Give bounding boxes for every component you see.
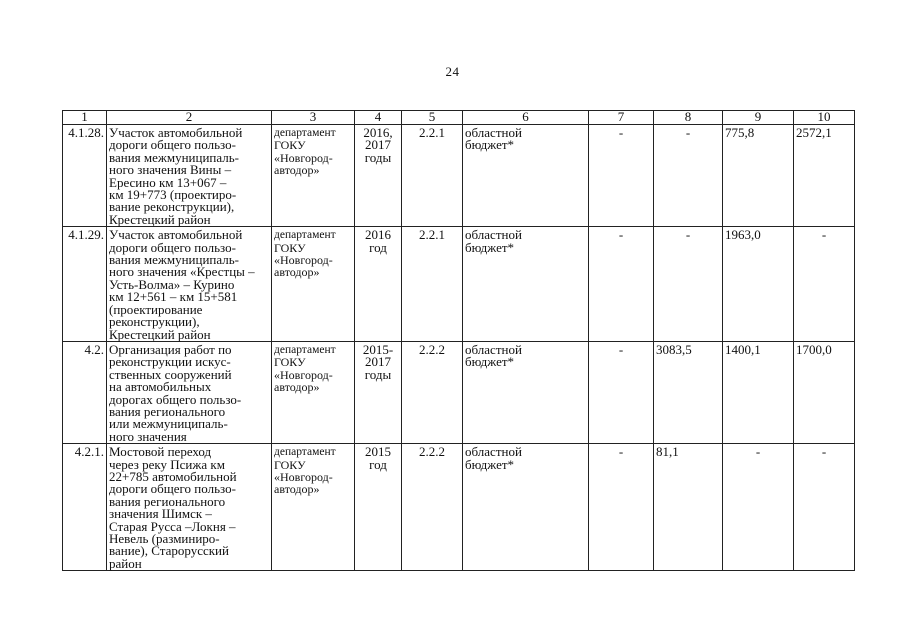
cell-line: ГОКУ [274,355,306,370]
amount-c10: - [794,227,855,342]
cell-line: Мостовой переход [109,444,212,460]
amount-c8: - [654,227,723,342]
column-header-6: 6 [463,111,589,125]
cell-line: годы [364,149,392,165]
term [355,341,402,443]
amount-c9: 775,8 [723,125,794,227]
column-header-4: 4 [355,111,402,125]
cell-line: вание реконструкции), [109,199,235,215]
cell-line: Крестецкий район [109,326,211,342]
executor [272,444,355,571]
cell-line: вания регионального [109,403,226,419]
cell-line: областной [465,341,522,357]
amount-c8: - [654,125,723,227]
cell-line: ГОКУ [274,240,306,255]
cell-line: ного значения [109,428,187,444]
cell-line: Старая Русса –Локня – [109,518,236,534]
amount-c7: - [589,125,654,227]
cell-line: автодор» [274,163,320,178]
column-header-5: 5 [402,111,463,125]
item-number: 4.1.28. [63,125,107,227]
cell-line: км 19+773 (проектиро- [109,187,237,203]
cell-line: бюджет* [465,137,515,153]
cell-line: «Новгород- [274,150,333,165]
cell-line: Невель (разминиро- [109,531,220,546]
cell-line: «Новгород- [274,469,333,484]
cell-line: 2015 [365,444,391,460]
cell-line: км 12+561 – км 15+581 [109,289,238,305]
column-header-7: 7 [589,111,654,125]
cell-line: Участок автомобильной [109,125,243,140]
cell-line: 2017 [365,137,391,153]
amount-c7: - [589,444,654,571]
term [355,444,402,571]
cell-line: реконструкции искус- [109,354,231,370]
cell-line: ГОКУ [274,138,306,153]
item-number: 4.2.1. [63,444,107,571]
cell-line: Ересино км 13+067 – [109,174,227,190]
cell-line: годы [364,366,392,382]
cell-line: департамент [274,229,336,242]
term [355,227,402,342]
cell-line: Крестецкий район [109,211,211,227]
column-header-2: 2 [107,111,272,125]
cell-line: ного значения Вины – [109,162,232,178]
item-name [107,341,272,443]
cell-line: ного значения «Крестцы – [109,264,255,280]
cell-line: год [369,456,387,472]
header-row [63,111,855,125]
cell-line: на автомобильных [109,379,212,395]
cell-line: областной [465,125,522,140]
cell-line: вания регионального [109,493,226,509]
cell-line: департамент [274,127,336,139]
amount-c9: 1963,0 [723,227,794,342]
term [355,125,402,227]
cell-line: бюджет* [465,456,515,472]
funding-source [463,125,589,227]
page-number: 24 [445,64,460,79]
column-header-9: 9 [723,111,794,125]
item-number: 4.1.29. [63,227,107,342]
item-number: 4.2. [63,341,107,443]
cell-line: автодор» [274,265,320,280]
funding-source [463,444,589,571]
cell-line: автодор» [274,482,320,497]
executor [272,125,355,227]
cell-line: реконструкции), [109,314,200,330]
cell-line: Организация работ по [109,341,232,357]
cell-line: департамент [274,343,336,356]
task-number: 2.2.2 [402,341,463,443]
executor [272,341,355,443]
cell-line: Участок автомобильной [109,227,243,243]
cell-line: (проектирование [109,301,203,317]
amount-c10: - [794,444,855,571]
cell-line: Усть-Волма» – Курино [109,276,235,292]
column-header-1: 1 [63,111,107,125]
column-header-8: 8 [654,111,723,125]
column-header-10: 10 [794,111,855,125]
cell-line: или межмуниципаль- [109,416,228,432]
table-body [63,125,855,571]
column-header-3: 3 [272,111,355,125]
item-name [107,227,272,342]
cell-line: ГОКУ [274,457,306,472]
amount-c7: - [589,341,654,443]
cell-line: 2016, [363,125,393,140]
item-name [107,125,272,227]
cell-line: 2016 [365,227,391,243]
amount-c9: 1400,1 [723,341,794,443]
cell-line: «Новгород- [274,253,333,268]
funding-source [463,227,589,342]
cell-line: значения Шимск – [109,506,212,522]
amount-c8: 81,1 [654,444,723,571]
funding-source [463,341,589,443]
cell-line: год [369,239,387,255]
table-row [63,125,855,227]
amount-c10: 1700,0 [794,341,855,443]
cell-line: дороги общего пользо- [109,239,236,255]
table-row [63,341,855,443]
cell-line: бюджет* [465,354,515,370]
cell-line: 2015- [362,341,394,357]
task-number: 2.2.2 [402,444,463,571]
cell-line: областной [465,227,522,243]
cell-line: автодор» [274,380,320,395]
table-row [63,444,855,571]
task-number: 2.2.1 [402,125,463,227]
cell-line: район [109,555,142,571]
item-name [107,444,272,571]
cell-line: 2017 [365,354,391,370]
cell-line: дорогах общего пользо- [109,391,242,407]
cell-line: через реку Псижа км [109,456,225,472]
cell-line: департамент [274,446,336,459]
amount-c8: 3083,5 [654,341,723,443]
cell-line: «Новгород- [274,367,333,382]
cell-line: вания межмуниципаль- [109,252,239,268]
cell-line: 22+785 автомобильной [109,468,237,484]
table-row [63,227,855,342]
executor [272,227,355,342]
program-table [62,110,855,571]
cell-line: вания межмуниципаль- [109,149,239,165]
cell-line: дороги общего пользо- [109,137,236,153]
cell-line: ственных сооружений [109,366,232,382]
task-number: 2.2.1 [402,227,463,342]
amount-c10: 2572,1 [794,125,855,227]
amount-c9: - [723,444,794,571]
cell-line: областной [465,444,522,460]
cell-line: вание), Старорусский [109,543,229,559]
cell-line: бюджет* [465,239,515,255]
amount-c7: - [589,227,654,342]
cell-line: дороги общего пользо- [109,481,236,497]
